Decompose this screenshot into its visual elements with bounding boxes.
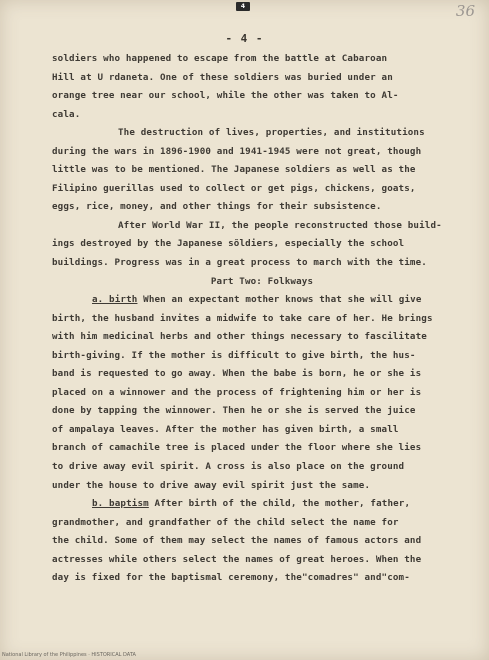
archive-footer: National Library of the Philippines · HISTORICAL DATA [2,652,136,658]
text-line [52,254,472,273]
line-text: When an expectant mother knows that she will give [137,294,422,306]
text-line [52,217,472,236]
text-line [52,569,472,588]
text-line [52,365,472,384]
line-text: Part Two: Folkways [210,275,314,287]
line-text: After birth of the child, the mother, father, [148,498,411,510]
typewritten-body [52,50,472,588]
text-line [52,180,472,199]
line-text: actresses while others select the names of great heroes. When the [52,553,422,565]
text-line [52,458,472,477]
text-line [52,161,472,180]
text-line [52,273,472,292]
line-text: grandmother, and grandfather of the child select the name for [52,516,399,528]
section-label: a. birth [92,294,138,306]
section-label: b. baptism [92,498,149,510]
line-text: day is fixed for the baptismal ceremony, the"comadres" and"com- [52,572,410,584]
line-text: of ampalaya leaves. After the mother has given birth, a small [52,423,399,435]
line-text: soldiers who happened to escape from the battle at Cabaroan [52,53,388,64]
line-text: done by tapping the winnower. Then he or she is served the juice [52,405,416,417]
line-text: band is requested to go away. When the babe is born, he or she is [52,368,422,380]
text-line [52,347,472,366]
text-line [52,69,472,88]
line-text: to drive away evil spirit. A cross is also place on the ground [52,461,405,473]
text-line [52,50,472,69]
text-line [52,551,472,570]
text-line [52,124,472,143]
text-line [52,143,472,162]
line-text: birth-giving. If the mother is difficult to give birth, the hus- [52,349,416,361]
line-text: the child. Some of them may select the names of famous actors and [52,535,422,547]
line-text: cala. [52,108,81,120]
text-line [52,402,472,421]
line-text: little was to be mentioned. The Japanese soldiers as well as the [52,164,416,176]
text-line [52,310,472,329]
page-tab-marker: 4 [236,2,250,11]
text-line [52,439,472,458]
text-line [52,532,472,551]
line-text: Hill at U rdaneta. One of these soldiers was buried under an [52,71,393,83]
text-line [52,495,472,514]
handwritten-page-number: 36 [455,2,475,20]
line-text: with him medicinal herbs and other things necessary to fascilitate [52,331,427,343]
line-text: during the wars in 1896-1900 and 1941-1945 were not great, though [52,145,422,157]
text-line [52,235,472,254]
text-line [52,198,472,217]
line-text: After World War II, the people reconstructed those build- [118,219,442,231]
page-number: - 4 - [225,32,264,45]
text-line [52,514,472,533]
line-text: orange tree near our school, while the other was taken to Al- [52,90,399,102]
text-line [52,106,472,125]
text-line [52,87,472,106]
line-text: The destruction of lives, properties, and institutions [118,127,425,139]
line-text: ings destroyed by the Japanese sõldiers, especially the school [52,238,405,250]
line-text: Filipino guerillas used to collect or get pigs, chickens, goats, [52,182,416,194]
line-text: eggs, rice, money, and other things for their subsistence. [52,201,382,213]
text-line [52,328,472,347]
text-line [52,291,472,310]
text-line [52,421,472,440]
line-text: under the house to drive away evil spirit just the same. [52,479,371,491]
line-text: buildings. Progress was in a great process to march with the time. [52,257,427,269]
line-text: birth, the husband invites a midwife to take care of her. He brings [52,312,433,324]
line-text: branch of camachile tree is placed under the floor where she lies [52,442,422,454]
text-line [52,477,472,496]
line-text: placed on a winnower and the process of frightening him or her is [52,386,422,398]
text-line [52,384,472,403]
